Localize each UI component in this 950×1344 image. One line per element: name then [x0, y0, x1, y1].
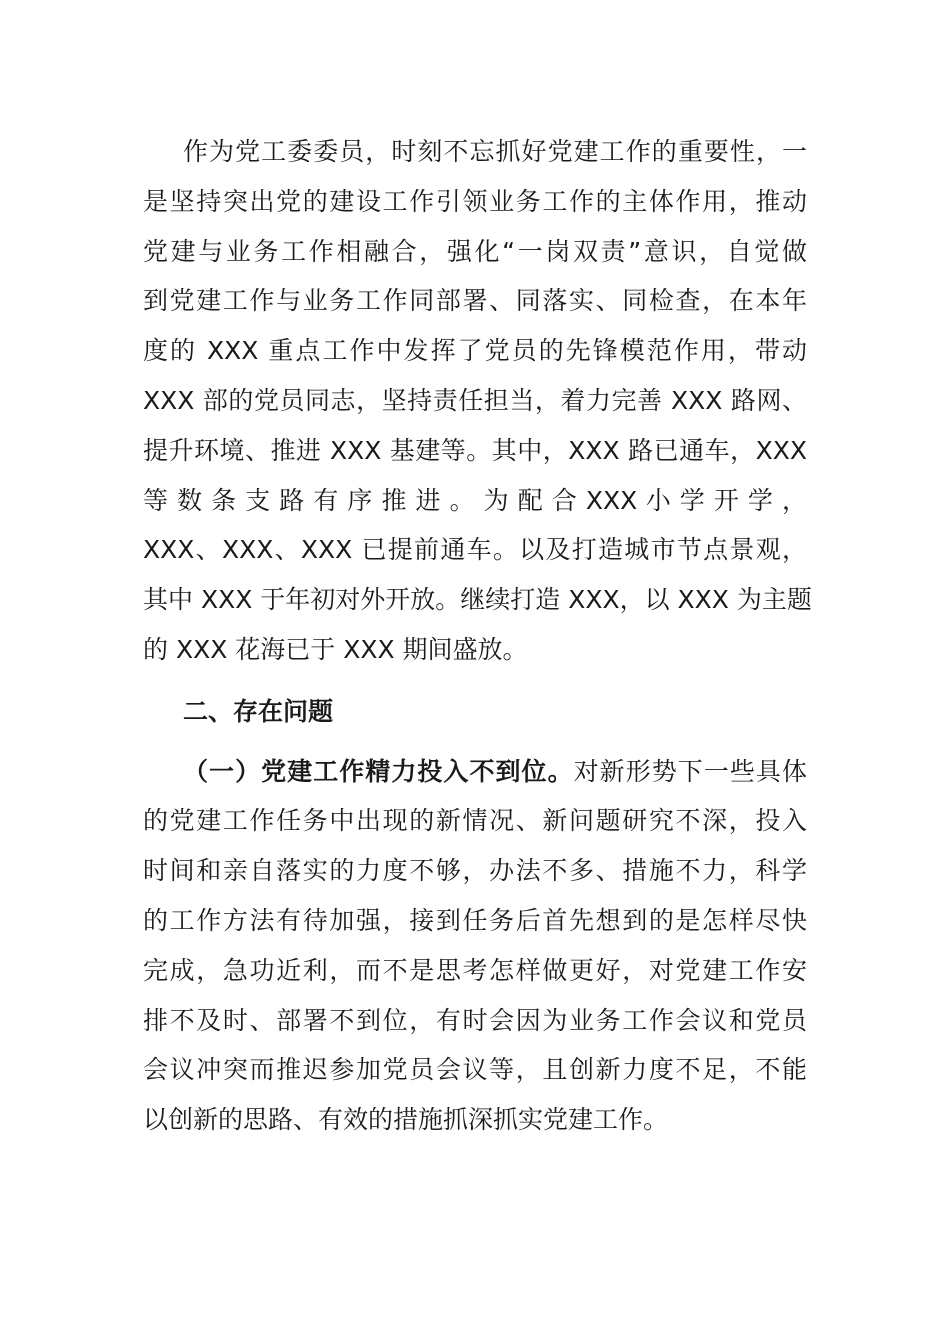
text-line: 党建与业务工作相融合，强化“一岗双责”意识，自觉做 — [143, 236, 807, 266]
paragraph-existing-problems — [143, 747, 807, 1145]
section-heading: 二、存在问题 — [183, 696, 334, 726]
text-span: 对新形势下一些具体 — [573, 756, 807, 786]
text-line: 以创新的思路、有效的措施抓深抓实党建工作。 — [143, 1105, 669, 1135]
text-line: 其中 XXX 于年初对外开放。继续打造 XXX，以 XXX 为主题 — [143, 585, 812, 615]
text-line: XXX 部的党员同志，坚持责任担当，着力完善 XXX 路网、 — [143, 385, 807, 415]
text-line: 等 数 条 支 路 有 序 推 进 。 为 配 合 XXX 小 学 开 学 ， — [143, 485, 807, 515]
subheading-bold: （一）党建工作精力投入不到位。 — [183, 756, 574, 786]
document-body — [143, 127, 812, 1145]
text-line: 作为党工委委员，时刻不忘抓好党建工作的重要性，一 — [183, 137, 807, 166]
text-line: 是坚持突出党的建设工作引领业务工作的主体作用，推动 — [143, 186, 807, 216]
paragraph-party-work-achievements — [143, 127, 812, 675]
text-line: 提升环境、推进 XXX 基建等。其中，XXX 路已通车，XXX — [143, 435, 807, 465]
text-line: 排不及时、部署不到位，有时会因为业务工作会议和党员 — [143, 1005, 807, 1035]
text-line: 完成，急功近利，而不是思考怎样做更好，对党建工作安 — [143, 955, 807, 985]
text-line: XXX、XXX、XXX 已提前通车。以及打造城市节点景观， — [143, 535, 807, 565]
text-line: 时间和亲自落实的力度不够，办法不多、措施不力，科学 — [143, 856, 807, 886]
text-line: 度的 XXX 重点工作中发挥了党员的先锋模范作用，带动 — [143, 336, 807, 366]
text-line: 到党建工作与业务工作同部署、同落实、同检查，在本年 — [143, 286, 807, 316]
text-line — [143, 747, 807, 797]
text-line: 会议冲突而推迟参加党员会议等，且创新力度不足，不能 — [143, 1055, 807, 1085]
text-line: 的党建工作任务中出现的新情况、新问题研究不深，投入 — [143, 806, 807, 836]
text-line: 的工作方法有待加强，接到任务后首先想到的是怎样尽快 — [143, 905, 807, 935]
text-line: 的 XXX 花海已于 XXX 期间盛放。 — [143, 634, 528, 664]
